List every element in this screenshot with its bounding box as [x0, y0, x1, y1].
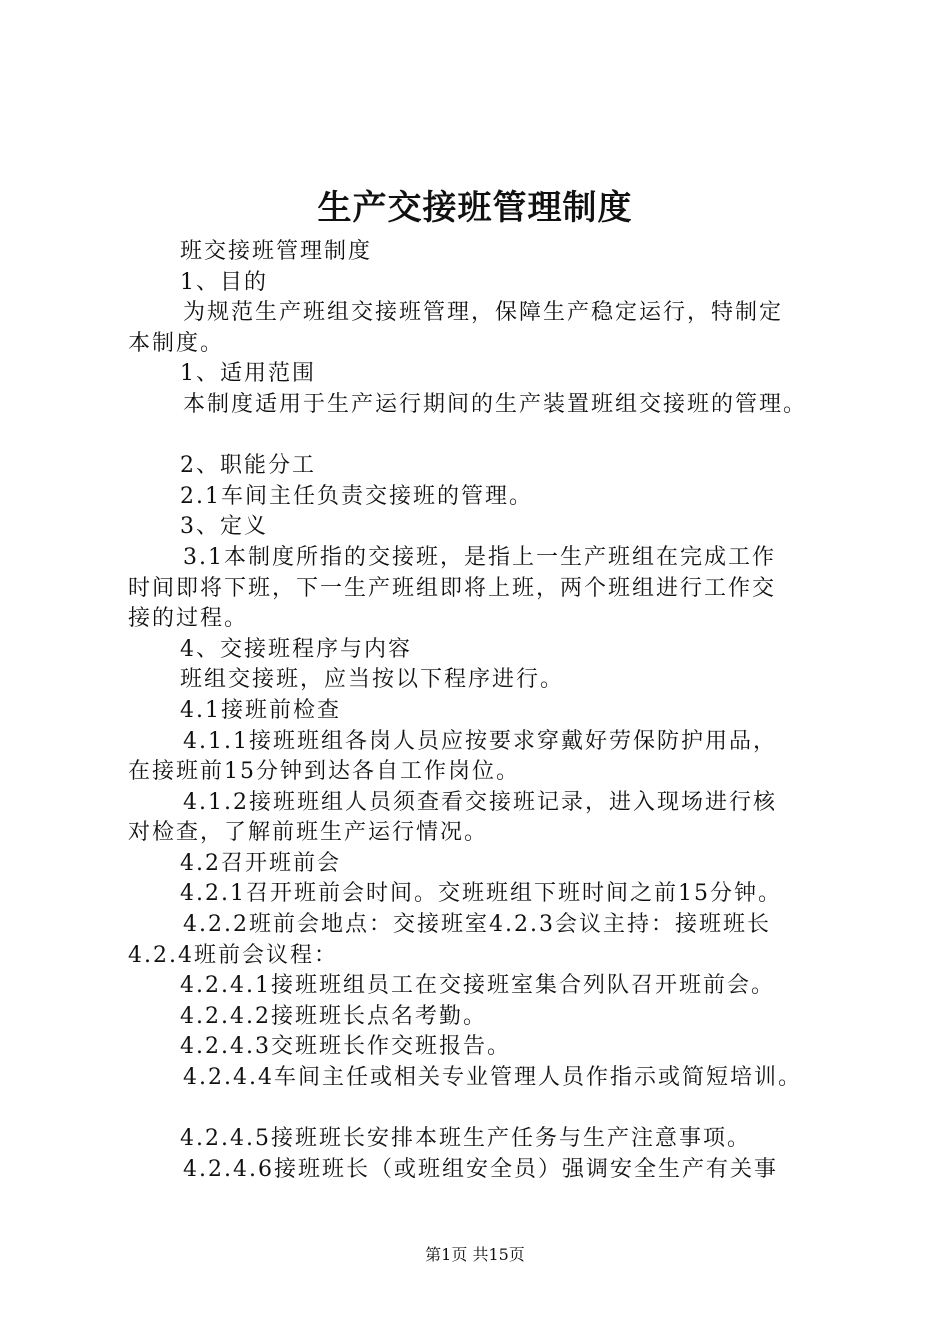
body-line: 4.2.4.4车间主任或相关专业管理人员作指示或简短培训。	[183, 1065, 802, 1091]
body-line: 4、交接班程序与内容	[180, 636, 412, 662]
body-line: 4.2.4.5接班班长安排本班生产任务与生产注意事项。	[180, 1126, 751, 1152]
body-line: 4.2.4.3交班班长作交班报告。	[180, 1034, 511, 1060]
body-line: 4.1.1接班班组各岗人员应按要求穿戴好劳保防护用品，	[183, 728, 777, 754]
page-number-label: 第1页 共15页	[425, 1245, 525, 1264]
document-body	[128, 237, 840, 1185]
body-line: 2.1车间主任负责交接班的管理。	[180, 483, 533, 509]
body-line: 在接班前15分钟到达各自工作岗位。	[128, 759, 520, 785]
document-title: 生产交接班管理制度	[317, 188, 633, 228]
body-line: 时间即将下班，下一生产班组即将上班，两个班组进行工作交	[128, 575, 777, 601]
body-line: 1、适用范围	[180, 361, 316, 387]
body-line: 本制度适用于生产运行期间的生产装置班组交接班的管理。	[183, 391, 808, 417]
body-line: 4.2.2班前会地点：交接班室4.2.3会议主持：接班班长	[183, 912, 771, 938]
body-line: 3、定义	[180, 514, 268, 540]
page-footer	[0, 1243, 950, 1267]
body-line: 3.1本制度所指的交接班，是指上一生产班组在完成工作	[183, 544, 776, 570]
body-line: 4.2.4班前会议程：	[128, 942, 338, 968]
body-line: 4.1.2接班班组人员须查看交接班记录，进入现场进行核	[183, 789, 777, 815]
body-line: 接的过程。	[128, 606, 249, 632]
body-line: 2、职能分工	[180, 453, 316, 479]
body-line: 4.2.4.6接班班长（或班组安全员）强调安全生产有关事	[183, 1156, 778, 1182]
body-line: 4.2.4.1接班班组员工在交接班室集合列队召开班前会。	[180, 973, 775, 999]
body-line: 4.2召开班前会	[180, 850, 341, 876]
body-line: 1、目的	[180, 269, 268, 295]
blank-line	[128, 1094, 840, 1125]
body-line: 班组交接班，应当按以下程序进行。	[180, 667, 565, 693]
body-line: 4.2.4.2接班班长点名考勤。	[180, 1003, 487, 1029]
body-line: 本制度。	[128, 330, 225, 356]
body-line: 4.2.1召开班前会时间。交班班组下班时间之前15分钟。	[180, 881, 782, 907]
body-line: 班交接班管理制度	[180, 239, 373, 264]
body-line: 为规范生产班组交接班管理，保障生产稳定运行，特制定	[183, 300, 784, 326]
blank-line	[128, 421, 840, 452]
body-line: 对检查，了解前班生产运行情况。	[128, 820, 489, 846]
body-line: 4.1接班前检查	[180, 697, 341, 723]
